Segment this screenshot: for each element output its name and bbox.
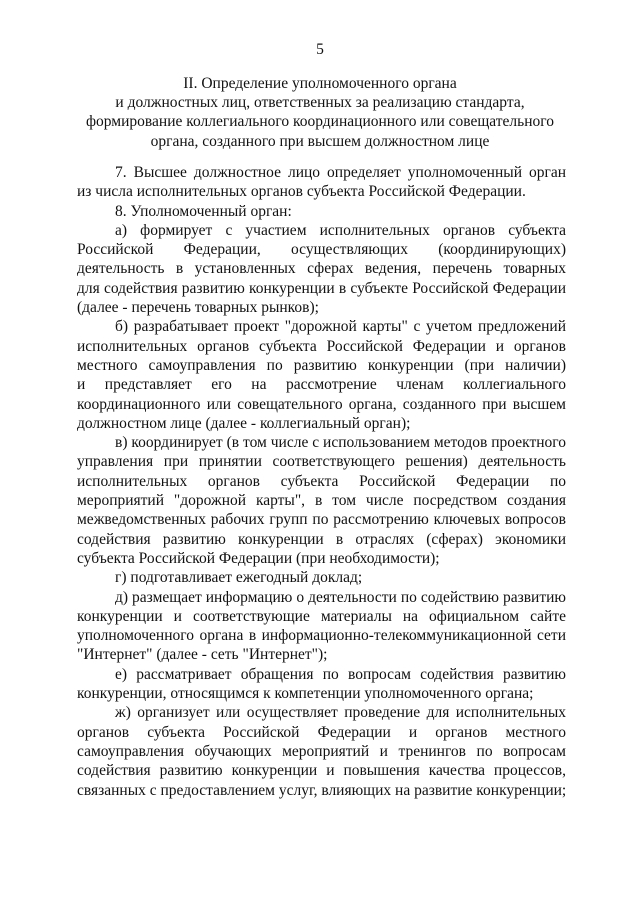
body-text-line: исполнительных органов субъекта Российской Федерации по — [77, 472, 566, 490]
page-number: 5 — [316, 41, 324, 58]
body-text-line: должностном лице (далее - коллегиальный орган); — [77, 414, 411, 432]
body-text-line: 8. Уполномоченный орган: — [115, 202, 292, 220]
body-text-line: уполномоченного органа в информационно-телекоммуникационной сети — [77, 627, 566, 645]
body-text-line: б) разрабатывает проект "дорожной карты" с учетом предложений — [115, 318, 566, 336]
body-text-line: субъекта Российской Федерации (при необходимости); — [77, 549, 440, 567]
document-body — [77, 163, 566, 800]
body-text-line: содействия развитию конкуренции и повышения качества процессов, — [77, 762, 566, 780]
heading-line: формирование коллегиального координационного или совещательного — [86, 113, 554, 131]
body-text-line: д) размещает информацию о деятельности по содействию развитию — [115, 588, 566, 606]
body-text-line: (далее - перечень товарных рынков); — [77, 299, 319, 317]
body-text-line: из числа исполнительных органов субъекта Российской Федерации. — [77, 183, 526, 201]
body-text-line: исполнительных органов субъекта Российской Федерации и органов — [77, 337, 566, 355]
heading-line: и должностных лиц, ответственных за реализацию стандарта, — [115, 94, 525, 112]
body-text-line: деятельность в установленных сферах ведения, перечень товарных — [77, 260, 566, 278]
body-text-line: самоуправления обучающих мероприятий и тренингов по вопросам — [77, 742, 566, 760]
body-text-line: содействия развитию конкуренции в отраслях (сферах) экономики — [77, 530, 566, 548]
body-text-line: конкуренции и соответствующие материалы на официальном сайте — [77, 607, 566, 625]
body-text-line: управления при принятии соответствующего решения) деятельность — [77, 453, 566, 471]
body-text-line: 7. Высшее должностное лицо определяет уполномоченный орган — [115, 164, 566, 181]
body-text-line: органов субъекта Российской Федерации и органов местного — [77, 723, 566, 741]
body-text-line: Российской Федерации, осуществляющих (координирующих) — [77, 241, 566, 259]
body-text-line: "Интернет" (далее - сеть "Интернет"); — [77, 646, 328, 664]
body-text-line: местного самоуправления по развитию конкуренции (при наличии) — [77, 356, 566, 374]
heading-line: органа, созданного при высшем должностном лице — [150, 132, 490, 150]
body-text-line: для содействия развитию конкуренции в субъекте Российской Федерации — [77, 279, 566, 297]
body-text-line: координационного или совещательного органа, созданного при высшем — [77, 395, 566, 413]
heading-line: II. Определение уполномоченного органа — [183, 75, 457, 92]
body-text-line: а) формирует с участием исполнительных органов субъекта — [115, 221, 566, 239]
section-heading — [40, 74, 600, 151]
body-text-line: конкуренции, относящимся к компетенции уполномоченного органа; — [77, 685, 534, 703]
body-text-line: и представляет его на рассмотрение членам коллегиального — [77, 376, 566, 394]
body-text-line: мероприятий "дорожной карты", в том числе посредством создания — [77, 492, 566, 510]
body-text-line: межведомственных рабочих групп по рассмотрению ключевых вопросов — [77, 511, 566, 529]
body-text-line: ж) организует или осуществляет проведение для исполнительных — [115, 704, 566, 722]
body-text-line: г) подготавливает ежегодный доклад; — [115, 569, 363, 587]
body-text-line: е) рассматривает обращения по вопросам содействия развитию — [115, 665, 566, 683]
body-text-line: связанных с предоставлением услуг, влияющих на развитие конкуренции; — [77, 781, 567, 799]
body-text-line: в) координирует (в том числе с использованием методов проектного — [115, 434, 566, 452]
